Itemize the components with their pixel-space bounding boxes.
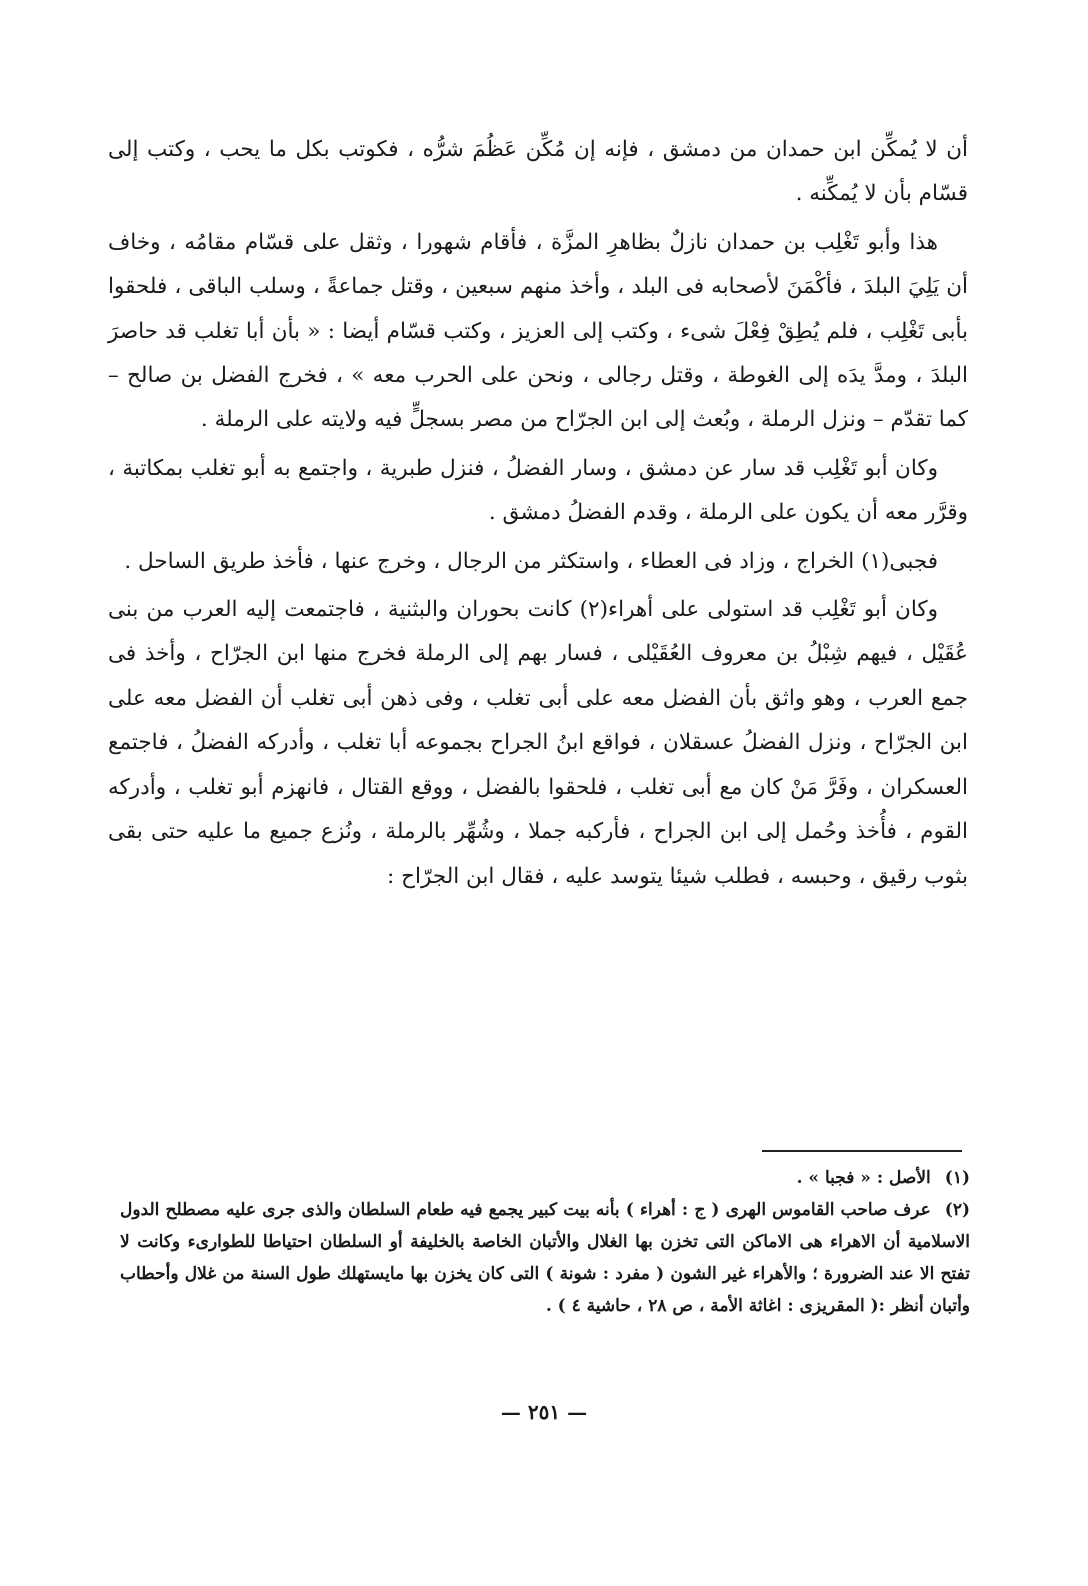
footnote-marker: (١) [944, 1168, 970, 1188]
footnote-marker: (٢) [944, 1200, 970, 1220]
page-number: — ٢٥١ — [500, 1400, 588, 1424]
paragraph-3: وكان أبو تَغْلِب قد سار عن دمشق ، وسار الفضلُ ، فنزل طبرية ، واجتمع به أبو تغلب بمكاتبة ، وقرَّر معه أن يكون على الرملة ، وقدم الفضلُ دمشق . [108, 455, 968, 526]
footnote-2 [120, 1194, 970, 1322]
paragraph-4: فجبى(١) الخراج ، وزاد فى العطاء ، واستكثر من الرجال ، وخرج عنها ، فأخذ طريق الساحل . [124, 548, 938, 574]
footnotes [120, 1162, 970, 1322]
paragraph-1: أن لا يُمكِّن ابن حمدان من دمشق ، فإنه إن مُكِّن عَظُمَ شرُّه ، فكوتب بكل ما يحب ، وكتب إلى قسّام بأن لا يُمكِّنه . [108, 137, 968, 207]
footnote-divider [762, 1150, 962, 1152]
footnote-1 [120, 1162, 970, 1194]
footnote-text: الأصل : « فجبا » . [796, 1168, 931, 1188]
paragraph-2: هذا وأبو تَغْلِب بن حمدان نازلٌ بظاهرِ المزَّة ، فأقام شهورا ، وثقل على قسّام مقامُه ، وخاف أن يَلِيَ البلدَ ، فأكْمَنَ لأصحابه فى البلد ، وأخذ منهم سبعين ، وقتل جماعةً ، وسلب الباقى ، فلحقوا بأبى تَغْلِب ، فلم يُطِقْ فِعْلَ شىء ، وكتب إلى العزيز ، وكتب قسّام أيضا : « بأن أبا تغلب قد حاصرَ البلدَ ، ومدَّ يدَه إلى الغوطة ، وقتل رجالى ، ونحن على الحرب معه » ، فخرج الفضل بن صالح – كما تقدّم – ونزل الرملة ، وبُعث إلى ابن الجرّاح من مصر بسجلٍّ فيه ولايته على الرملة . [108, 229, 968, 433]
footnote-text: عرف صاحب القاموس الهرى ( ج : أهراء ) بأنه بيت كبير يجمع فيه طعام السلطان والذى جرى عليه مصطلح الدول الاسلامية أن الاهراء هى الاماكن التى تخزن بها الغلال والأتبان الخاصة بالخليفة أو السلطان احتياطا للطوارىء وكانت لا تفتح الا عند الضرورة ؛ والأهراء غير الشون ( مفرد : شونة ) التى كان يخزن بها مايستهلك طول السنة من غلال وأحطاب وأتبان أنظر :( المقريزى : اغاثة الأمة ، ص ٢٨ ، حاشية ٤ ) . [120, 1200, 970, 1316]
main-text [108, 128, 968, 903]
paragraph-5: وكان أبو تَغْلِب قد استولى على أهراء(٢) كانت بحوران والبثنية ، فاجتمعت إليه العرب من بنى عُقَيْل ، فيهم شِبْلُ بن معروف العُقَيْلى ، فسار بهم إلى الرملة فخرج منها ابن الجرّاح ، وأخذ فى جمع العرب ، وهو واثق بأن الفضل معه على أبى تغلب ، وفى ذهن أبى تغلب أن الفضل معه على ابن الجرّاح ، ونزل الفضلُ عسقلان ، فواقع ابنُ الجراح بجموعه أبا تغلب ، وأدركه الفضلُ ، فاجتمع العسكران ، وفَرَّ مَنْ كان مع أبى تغلب ، فلحقوا بالفضل ، ووقع القتال ، فانهزم أبو تغلب ، وأدركه القوم ، فأُخذ وحُمل إلى ابن الجراح ، فأركبه جملا ، وشُهِّر بالرملة ، ونُزع جميع ما عليه حتى بقى بثوب رقيق ، وحبسه ، فطلب شيئا يتوسد عليه ، فقال ابن الجرّاح : [108, 597, 968, 889]
